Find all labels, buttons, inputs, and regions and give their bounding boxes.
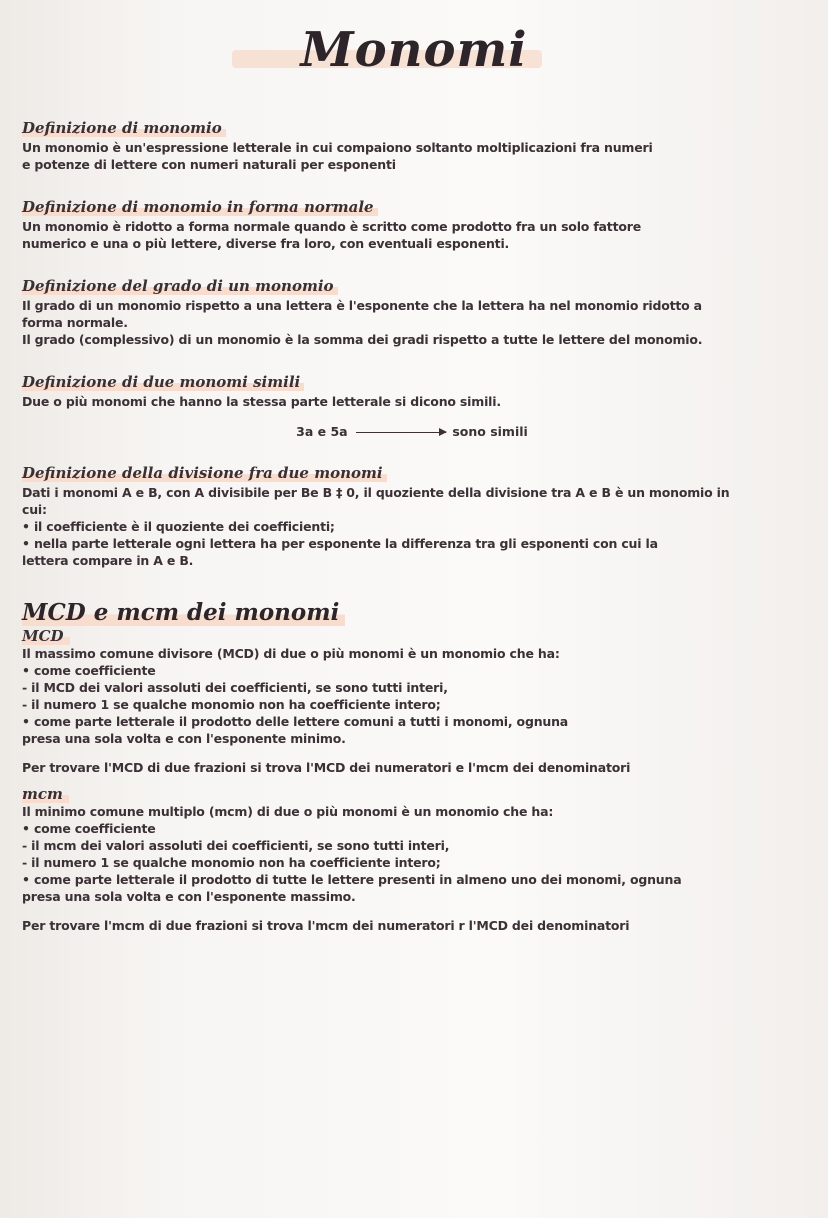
text-line: Dati i monomi A e B, con A divisibile per Be B ‡ 0, il quoziente della divisione tra A e B è un monomio in	[22, 485, 730, 500]
text-line: - il mcm dei valori assoluti dei coefficienti, se sono tutti interi,	[22, 838, 450, 853]
text-line: Il grado (complessivo) di un monomio è la somma dei gradi rispetto a tutte le lettere del monomio.	[22, 332, 703, 347]
text-line: Il massimo comune divisore (MCD) di due o più monomi è un monomio che ha:	[22, 646, 560, 661]
section-grado	[22, 276, 802, 348]
mcd-note: Per trovare l'MCD di due frazioni si trova l'MCD dei numeratori e l'mcm dei denominatori	[22, 760, 631, 775]
text-line: - il MCD dei valori assoluti dei coefficienti, se sono tutti interi,	[22, 680, 448, 695]
text-line: • il coefficiente è il quoziente dei coefficienti;	[22, 519, 335, 534]
text-line: Due o più monomi che hanno la stessa parte letterale si dicono simili.	[22, 394, 501, 409]
text-line: • come parte letterale il prodotto di tutte le lettere presenti in almeno uno dei monomi, ognuna	[22, 872, 682, 887]
mcd-mcm-heading: MCD e mcm dei monomi	[22, 599, 345, 626]
arrow-right-icon	[356, 432, 446, 433]
text-line: Un monomio è ridotto a forma normale quando è scritto come prodotto fra un solo fattore	[22, 219, 641, 234]
text-line: e potenze di lettere con numeri naturali per esponenti	[22, 157, 396, 172]
text-line: presa una sola volta e con l'esponente massimo.	[22, 889, 356, 904]
text-line: Un monomio è un'espressione letterale in cui compaiono soltanto moltiplicazioni fra numeri	[22, 140, 653, 155]
section-heading: Definizione di monomio	[22, 119, 226, 137]
text-line: numerico e una o più lettere, diverse fra loro, con eventuali esponenti.	[22, 236, 510, 251]
section-heading: Definizione del grado di un monomio	[22, 277, 338, 295]
text-line: presa una sola volta e con l'esponente minimo.	[22, 731, 346, 746]
mcm-note: Per trovare l'mcm di due frazioni si trova l'mcm dei numeratori r l'MCD dei denominatori	[22, 918, 630, 933]
section-divisione	[22, 463, 802, 569]
section-heading: Definizione della divisione fra due monomi	[22, 464, 387, 482]
text-line: • come parte letterale il prodotto delle lettere comuni a tutti i monomi, ognuna	[22, 714, 569, 729]
text-line: Il grado di un monomio rispetto a una lettera è l'esponente che la lettera ha nel monomio ridotto a	[22, 298, 702, 313]
text-line: lettera compare in A e B.	[22, 553, 194, 568]
text-line: - il numero 1 se qualche monomio non ha coefficiente intero;	[22, 697, 441, 712]
text-line: Il minimo comune multiplo (mcm) di due o più monomi è un monomio che ha:	[22, 804, 554, 819]
section-heading: Definizione di due monomi simili	[22, 373, 304, 391]
text-line: cui:	[22, 502, 47, 517]
title-area	[0, 22, 828, 92]
text-line: forma normale.	[22, 315, 128, 330]
text-line: • come coefficiente	[22, 821, 156, 836]
mcm-heading: mcm	[22, 785, 69, 803]
example-left: 3a e 5a	[296, 424, 348, 439]
section-monomi-simili	[22, 372, 802, 439]
example-line	[22, 424, 802, 439]
section-heading: Definizione di monomio in forma normale	[22, 198, 378, 216]
section-mcd-mcm	[22, 593, 802, 934]
text-line: • nella parte letterale ogni lettera ha per esponente la differenza tra gli esponenti con cui la	[22, 536, 658, 551]
content	[22, 118, 802, 958]
section-forma-normale	[22, 197, 802, 252]
mcd-heading: MCD	[22, 627, 70, 645]
section-definizione-monomio	[22, 118, 802, 173]
text-line: • come coefficiente	[22, 663, 156, 678]
example-right: sono simili	[452, 424, 528, 439]
text-line: - il numero 1 se qualche monomio non ha coefficiente intero;	[22, 855, 441, 870]
page-title: Monomi	[300, 22, 528, 78]
